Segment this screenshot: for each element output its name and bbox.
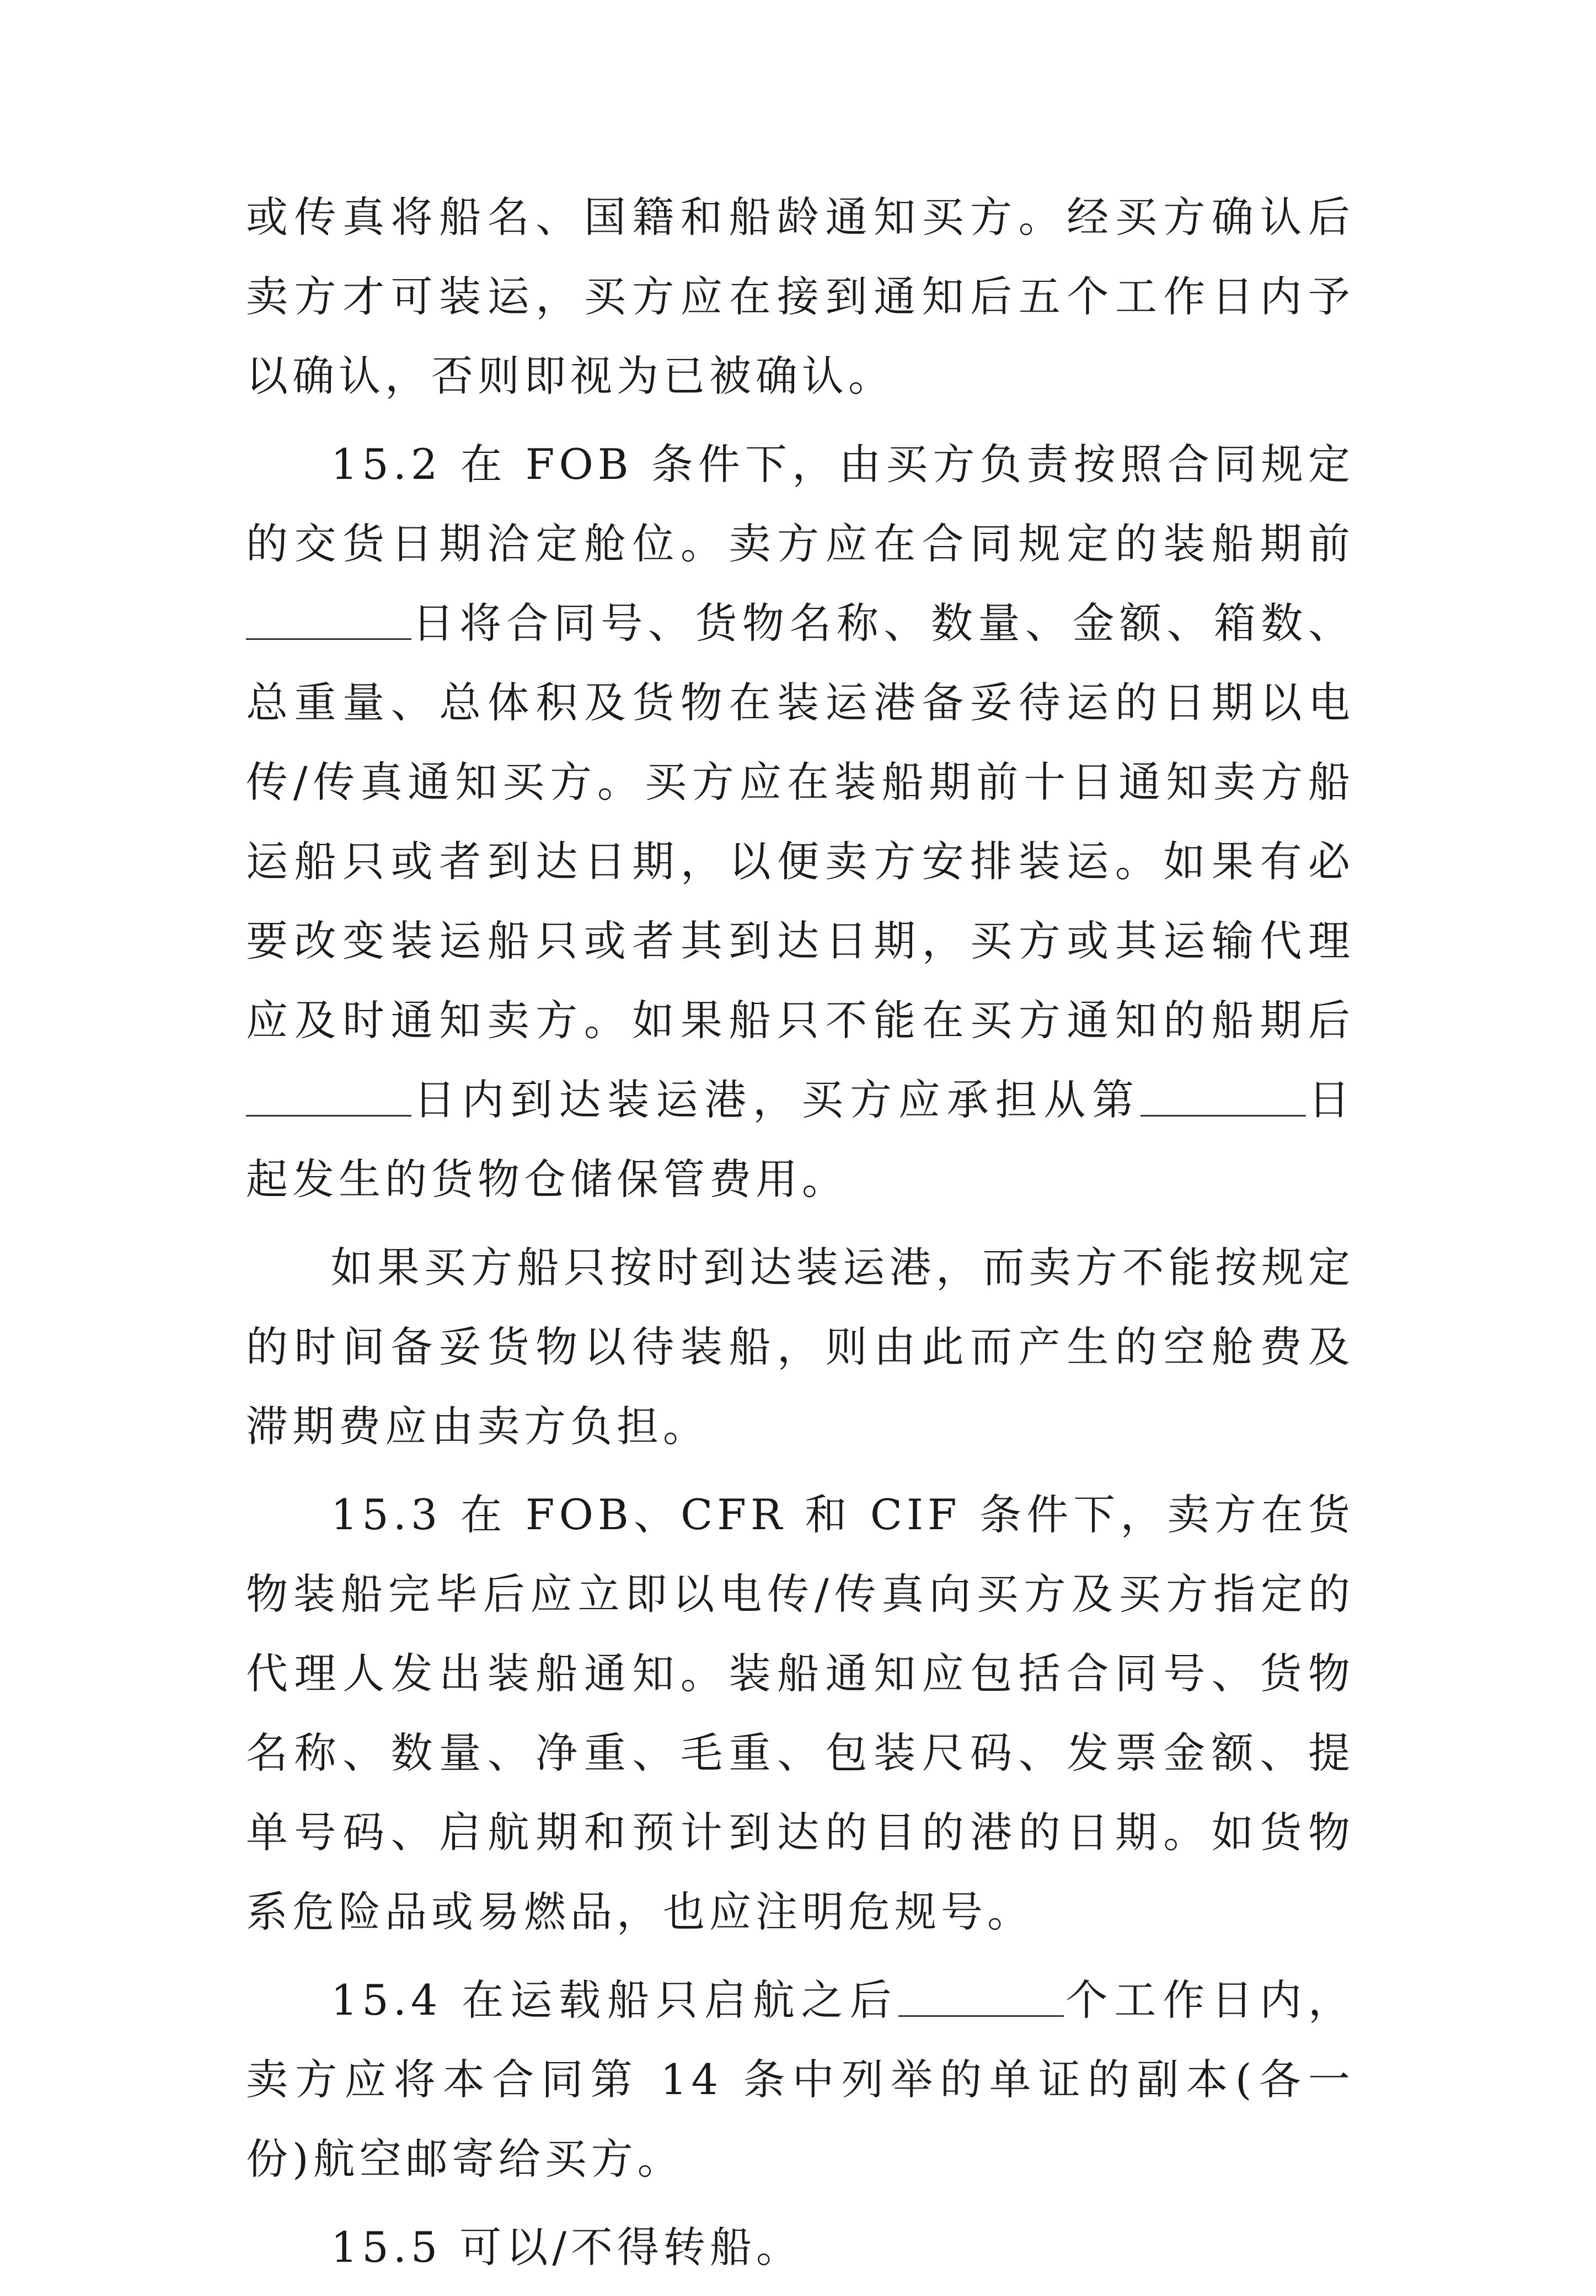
- fill-in-blank-days-before-shipment[interactable]: [246, 596, 411, 640]
- text-segment: 日起发生的货物仓储保管费用。: [246, 1075, 1355, 1204]
- fill-in-blank-working-days[interactable]: [898, 1973, 1064, 2017]
- document-body: [246, 178, 1354, 2296]
- text-segment: 15.2 在 FOB 条件下，由买方负责按照合同规定的交货日期洽定舱位。卖方应在合同规定的装船期前: [246, 440, 1354, 568]
- paragraph-15-5-transshipment: [246, 2208, 1354, 2287]
- paragraph-15-3-shipping-advice: [246, 1475, 1354, 1952]
- text-segment: 日内到达装运港，买方应承担从第: [411, 1075, 1141, 1124]
- text-segment: 15.5 可以/不得转船。: [331, 2223, 802, 2272]
- fill-in-blank-storage-start-day[interactable]: [1140, 1073, 1306, 1117]
- text-segment: 如果买方船只按时到达装运港，而卖方不能按规定的时间备妥货物以待装船，则由此而产生的空舱费及滞期费应由卖方负担。: [246, 1243, 1354, 1451]
- paragraph-15-4-documents-airmail: [246, 1961, 1354, 2199]
- text-segment: 15.3 在 FOB、CFR 和 CIF 条件下，卖方在货物装船完毕后应立即以电传/传真向买方及买方指定的代理人发出装船通知。装船通知应包括合同号、货物名称、数量、净重、毛重、包装尺码、发票金额、提单号码、启航期和预计到达的目的港的日期。如货物系危险品或易燃品，也应注明危规号。: [246, 1490, 1354, 1936]
- paragraph-15-2-fob-booking: [246, 425, 1354, 1219]
- text-segment: 或传真将船名、国籍和船龄通知买方。经买方确认后卖方才可装运，买方应在接到通知后五个工作日内予以确认，否则即视为已被确认。: [246, 193, 1354, 401]
- paragraph-shipping-confirmation: [246, 178, 1354, 416]
- fill-in-blank-days-after-schedule[interactable]: [246, 1073, 411, 1117]
- text-segment: 个工作日内，卖方应将本合同第 14 条中列举的单证的副本(各一份)航空邮寄给买方。: [246, 1975, 1354, 2183]
- text-segment: 日将合同号、货物名称、数量、金额、箱数、总重量、总体积及货物在装运港备妥待运的日期以电传/传真通知买方。买方应在装船期前十日通知卖方船运船只或者到达日期，以便卖方安排装运。如果有必要改变装运船只或者其到达日期，买方或其运输代理应及时通知卖方。如果船只不能在买方通知的船期后: [246, 599, 1354, 1045]
- paragraph-dead-freight-demurrage: [246, 1228, 1354, 1466]
- text-segment: 15.4 在运载船只启航之后: [331, 1975, 898, 2025]
